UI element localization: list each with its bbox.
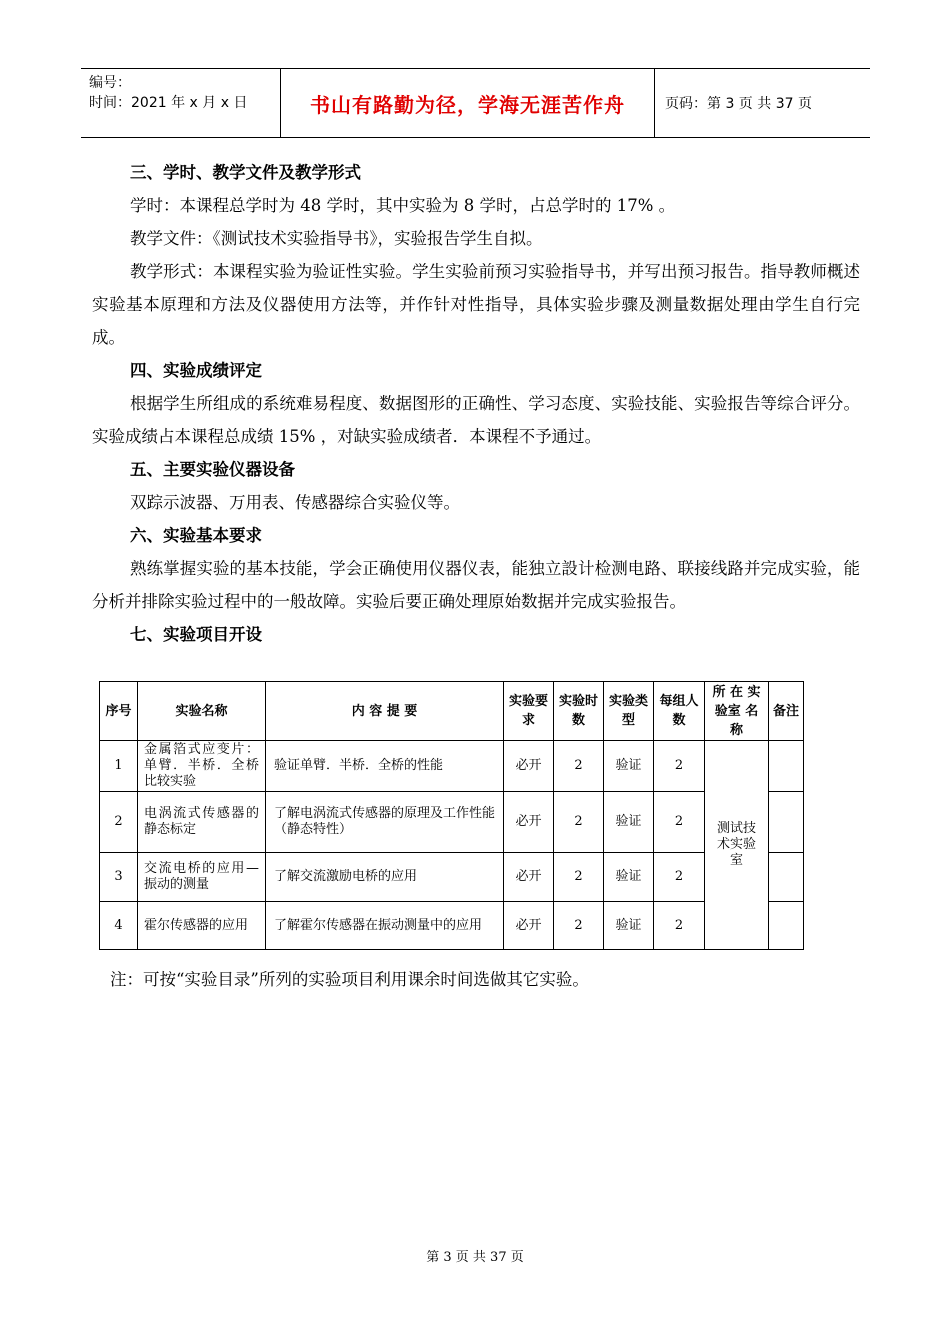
page-header: [81, 68, 870, 138]
row-type: 验证: [604, 902, 654, 950]
header-requirement: 实验要求: [504, 682, 554, 741]
table-note: 注：可按“实验目录”所列的实验项目利用课余时间选做其它实验。: [110, 970, 589, 989]
row-remark: [769, 902, 804, 950]
row-group: 2: [654, 902, 705, 950]
row-content: 了解霍尔传感器在振动测量中的应用: [266, 902, 504, 950]
row-content: 了解交流激励电桥的应用: [266, 853, 504, 902]
section-3-hours: 学时：本课程总学时为 48 学时，其中实验为 8 学时，占总学时的 17% 。: [130, 196, 676, 215]
table-row: [100, 853, 804, 902]
row-type: 验证: [604, 853, 654, 902]
section-3-documents: 教学文件：《测试技术实验指导书》，实验报告学生自拟。: [130, 229, 543, 248]
row-hours: 2: [554, 792, 604, 853]
row-hours: 2: [554, 902, 604, 950]
section-3-format: 教学形式：本课程实验为验证性实验。学生实验前预习实验指导书，并写出预习报告。指导教师概述实验基本原理和方法及仪器使用方法等，并作针对性指导，具体实验步骤及测量数据处理由学生自行完成。: [92, 262, 860, 347]
row-name: 霍尔传感器的应用: [138, 902, 266, 950]
header-content: 内 容 提 要: [266, 682, 504, 741]
section-3-title: 三、学时、教学文件及教学形式: [130, 163, 361, 182]
row-seq: 3: [100, 853, 138, 902]
row-remark: [769, 741, 804, 792]
section-4-title: 四、实验成绩评定: [130, 361, 262, 380]
header-page-info: 页码：第 3 页 共 37 页: [665, 96, 812, 112]
experiment-table: [99, 681, 804, 950]
document-number: 编号：: [89, 75, 131, 91]
header-lab: 所 在 实验室 名 称: [705, 682, 769, 741]
section-4-text: 根据学生所组成的系统难易程度、数据图形的正确性、学习态度、实验技能、实验报告等综合评分。实验成绩占本课程总成绩 15% ，对缺实验成绩者．本课程不予通过。: [92, 394, 860, 446]
header-seq: 序号: [100, 682, 138, 741]
lab-name-cell: 测试技术实验室: [705, 741, 769, 950]
row-requirement: 必开: [504, 853, 554, 902]
table-row: [100, 902, 804, 950]
row-hours: 2: [554, 741, 604, 792]
section-5-text: 双踪示波器、万用表、传感器综合实验仪等。: [130, 493, 460, 512]
row-requirement: 必开: [504, 741, 554, 792]
row-seq: 1: [100, 741, 138, 792]
row-remark: [769, 853, 804, 902]
header-name: 实验名称: [138, 682, 266, 741]
section-6-text: 熟练掌握实验的基本技能，学会正确使用仪器仪表，能独立設计检测电路、联接线路并完成实验，能分析并排除实验过程中的一般故障。实验后要正确处理原始数据并完成实验报告。: [92, 559, 860, 611]
row-group: 2: [654, 853, 705, 902]
header-remark: 备注: [769, 682, 804, 741]
row-name: 交流电桥的应用—振动的测量: [138, 853, 266, 902]
header-group: 每组人数: [654, 682, 705, 741]
row-remark: [769, 792, 804, 853]
row-requirement: 必开: [504, 792, 554, 853]
table-row: [100, 741, 804, 792]
row-seq: 2: [100, 792, 138, 853]
row-hours: 2: [554, 853, 604, 902]
row-name: 金属箔式应变片：单臂．半桥．全桥比较实验: [138, 741, 266, 792]
row-content: 了解电涡流式传感器的原理及工作性能（静态特性）: [266, 792, 504, 853]
row-content: 验证单臂．半桥．全桥的性能: [266, 741, 504, 792]
row-seq: 4: [100, 902, 138, 950]
header-type: 实验类型: [604, 682, 654, 741]
header-hours: 实验时数: [554, 682, 604, 741]
section-5-title: 五、主要实验仪器设备: [130, 460, 295, 479]
row-type: 验证: [604, 741, 654, 792]
header-meta: [81, 69, 281, 137]
section-7-title: 七、实验项目开设: [130, 625, 262, 644]
section-6-title: 六、实验基本要求: [130, 526, 262, 545]
header-motto: 书山有路勤为径，学海无涯苦作舟: [281, 69, 655, 137]
page-footer: 第 3 页 共 37 页: [426, 1250, 524, 1265]
row-group: 2: [654, 792, 705, 853]
row-type: 验证: [604, 792, 654, 853]
row-requirement: 必开: [504, 902, 554, 950]
document-body: [92, 156, 860, 651]
table-header-row: [100, 682, 804, 741]
document-time: 时间：2021 年 x 月 x 日: [89, 95, 248, 111]
table-row: [100, 792, 804, 853]
row-name: 电涡流式传感器的静态标定: [138, 792, 266, 853]
row-group: 2: [654, 741, 705, 792]
